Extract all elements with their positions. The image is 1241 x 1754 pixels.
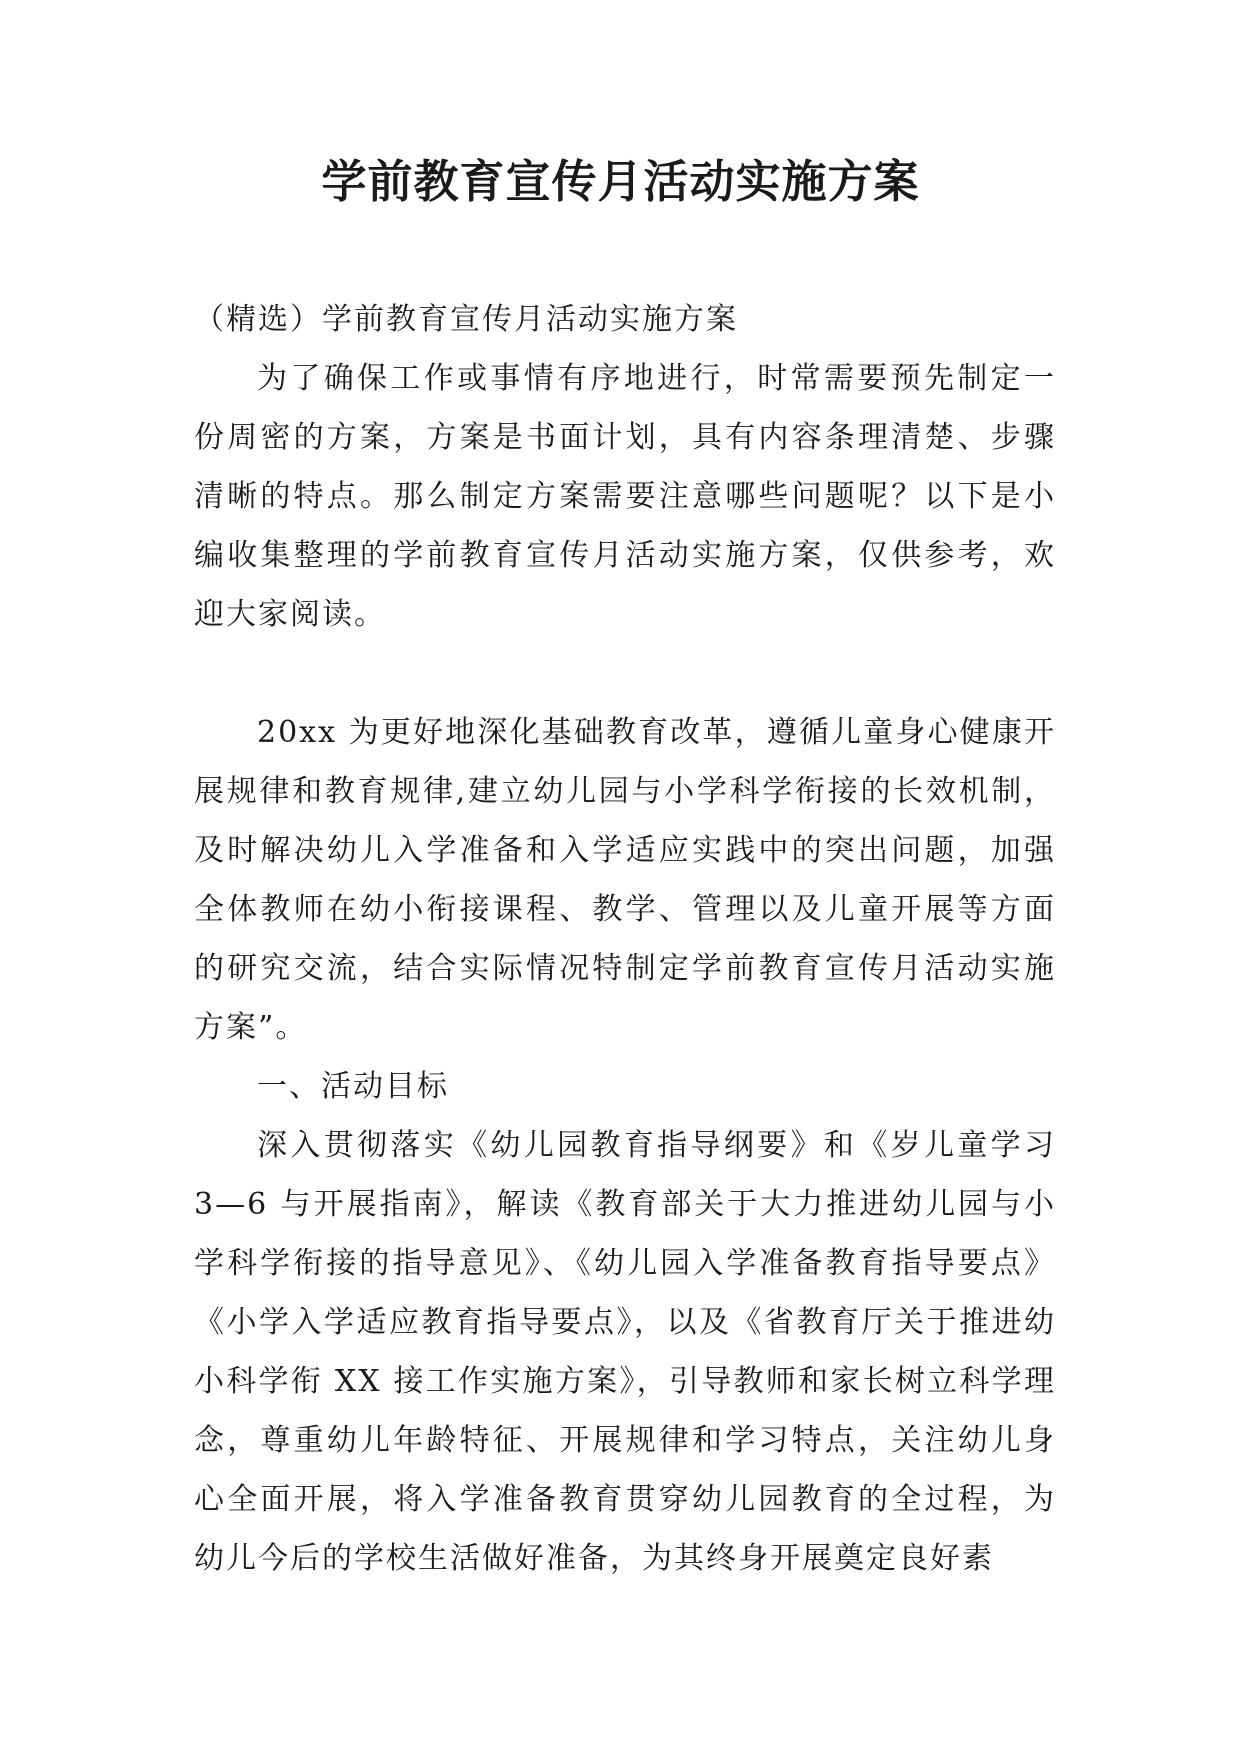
goals-paragraph: 深入贯彻落实《幼儿园教育指导纲要》和《岁儿童学习 3—6 与开展指南》，解读《教育部关于大力推进幼儿园与小学科学衔接的指导意见》、《幼儿园入学准备教育指导要点》《小学入学适应教育指导要点》，以及《省教育厅关于推进幼小科学衔 XX 接工作实施方案》，引导教师和家长树立科学理念，尊重幼儿年龄特征、开展规律和学习特点，关注幼儿身心全面开展，将入学准备教育贯穿幼儿园教育的全过程，为幼儿今后的学校生活做好准备，为其终身开展奠定良好素 [194,1128,1056,1576]
background-paragraph: 20xx 为更好地深化基础教育改革，遵循儿童身心健康开展规律和教育规律,建立幼儿园与小学科学衔接的长效机制，及时解决幼儿入学准备和入学适应实践中的突出问题，加强全体教师在幼小衔接课程、教学、管理以及儿童开展等方面的研究交流，结合实际情况特制定学前教育宣传月活动实施方案”。 [194,715,1056,1045]
section-heading-goals: 一、活动目标 [257,1069,449,1104]
intro-paragraph: 为了确保工作或事情有序地进行，时常需要预先制定一份周密的方案，方案是书面计划，具有内容条理清楚、步骤清晰的特点。那么制定方案需要注意哪些问题呢？以下是小编收集整理的学前教育宣传月活动实施方案，仅供参考，欢迎大家阅读。 [194,361,1056,632]
document-subtitle: （精选）学前教育宣传月活动实施方案 [194,302,738,337]
document-title: 学前教育宣传月活动实施方案 [321,155,920,208]
document-body [194,290,1056,1588]
